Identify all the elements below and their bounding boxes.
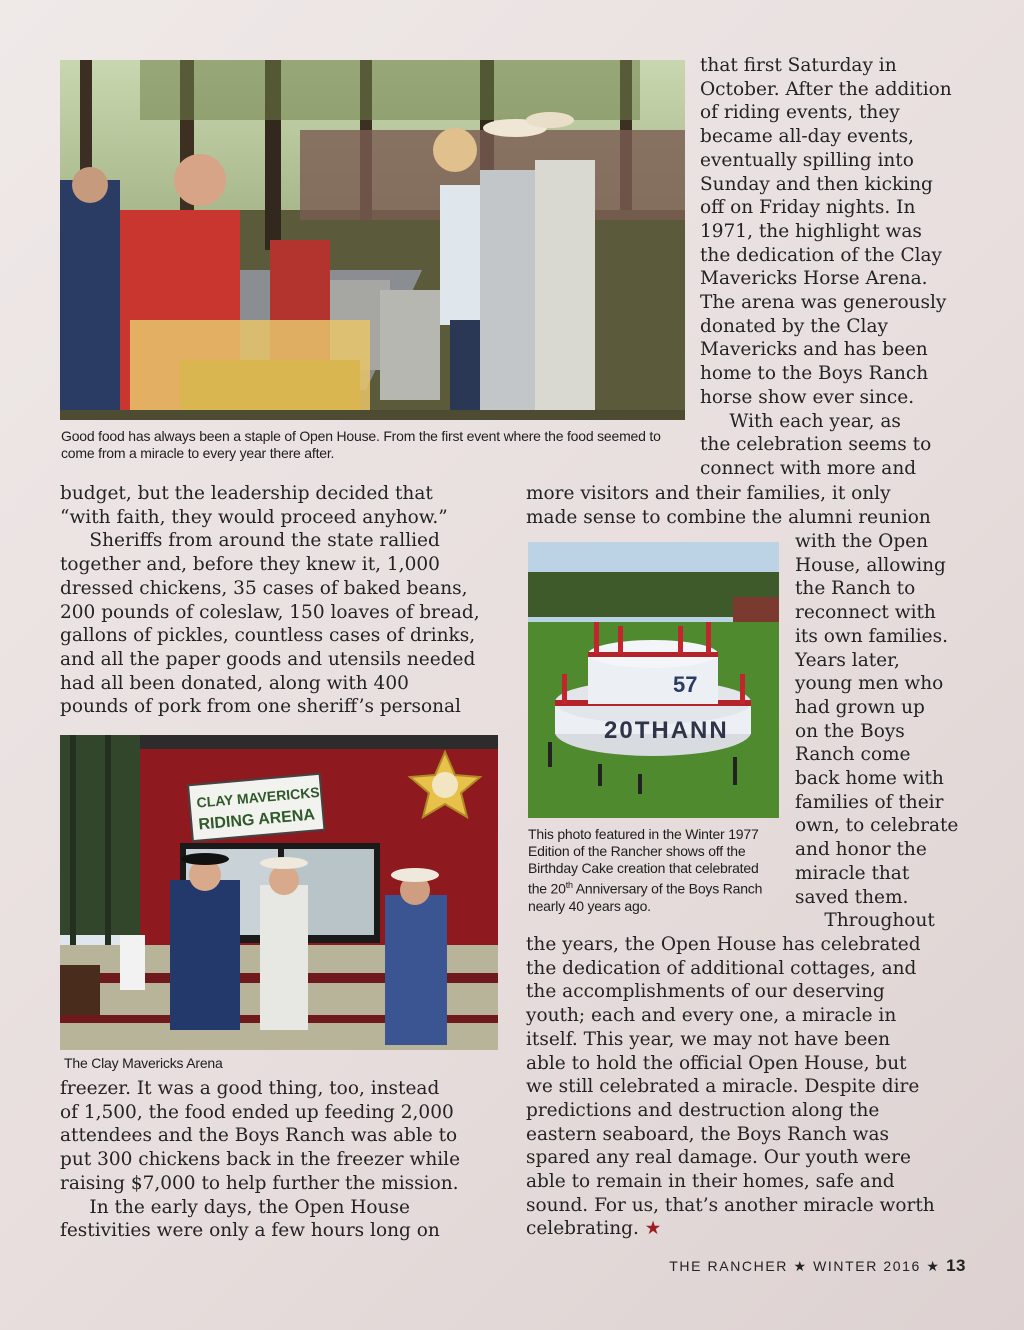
food-line-caption [61,428,661,462]
text-line: sound. For us, that’s another miracle worth [526,1194,935,1216]
text-line: pounds of pork from one sheriff’s personal [60,696,461,718]
text-line: budget, but the leadership decided that [60,483,433,504]
cake-top-text: 57 [673,672,698,697]
text-line: Throughout [795,910,935,932]
text-line: freezer. It was a good thing, too, instead [60,1078,440,1099]
caption-line: This photo featured in the Winter 1977 [528,826,759,842]
article-column-right-wrap [795,530,958,933]
birthday-cake-illustration [528,542,779,818]
caption-line: Good food has always been a staple of Open House. From the first event where the food seemed to [61,428,661,444]
text-line: itself. This year, we may not have been [526,1028,891,1050]
article-column-right-bottom [526,933,935,1241]
text-line: Years later, [795,649,900,671]
arena-caption: The Clay Mavericks Arena [64,1055,223,1071]
text-line: “with faith, they would proceed anyhow.” [60,506,448,528]
text-line: gallons of pickles, countless cases of drinks, [60,625,476,647]
text-line: and honor the [795,839,927,861]
text-line: and all the paper goods and utensils needed [60,648,476,670]
text-line: eventually spilling into [700,149,914,171]
text-line: Ranch come [795,744,911,766]
text-line: home to the Boys Ranch [700,363,929,385]
arena-illustration [60,735,498,1050]
article-column-left-middle [60,482,480,719]
text-line: youth; each and every one, a miracle in [526,1005,897,1027]
text-line: own, to celebrate [795,815,959,837]
end-mark-star-icon: ★ [644,1218,662,1240]
text-line: festivities were only a few hours long on [60,1220,440,1242]
text-line: saved them. [795,886,909,908]
article-column-left-bottom [60,1077,460,1243]
arena-sign-line1: CLAY MAVERICKS [195,783,321,811]
text-line: its own families. [795,625,948,647]
caption-line: nearly 40 years ago. [528,897,651,914]
text-line: the dedication of the Clay [700,244,942,266]
text-line: able to remain in their homes, safe and [526,1171,895,1193]
text-line: reconnect with [795,602,936,624]
article-column-right-top [700,54,952,481]
text-line: more visitors and their families, it only [526,483,891,504]
text-line: with the Open [795,531,929,552]
caption-line: the 20 [528,880,566,897]
text-line: the dedication of additional cottages, and [526,957,917,979]
caption-line: come from a miracle to every year there after. [61,445,335,461]
text-line: October. After the addition [700,78,952,100]
text-line: back home with [795,768,944,790]
text-line: had grown up [795,696,925,718]
text-line: eastern seaboard, the Boys Ranch was [526,1123,889,1145]
text-line: put 300 chickens back in the freezer while [60,1149,461,1171]
page-footer [669,1256,966,1276]
text-line: the accomplishments of our deserving [526,981,885,1003]
photo-birthday-cake [528,542,779,818]
text-line: miracle that [795,862,910,884]
text-line: of 1,500, the food ended up feeding 2,000 [60,1101,454,1123]
text-line: Sheriffs from around the state rallied [60,530,440,552]
caption-superscript: th [565,880,573,890]
photo-arena [60,735,498,1050]
footer-publication: THE RANCHER ★ WINTER 2016 ★ [669,1258,947,1274]
text-line: became all-day events, [700,126,914,148]
arena-sign-line2: RIDING ARENA [197,806,316,834]
caption-line: Edition of the Rancher shows off the [528,843,746,859]
food-line-illustration [60,60,685,420]
text-line: dressed chickens, 35 cases of baked beans, [60,577,468,599]
text-line: donated by the Clay [700,315,888,337]
text-line: young men who [795,673,944,695]
article-column-right-middle [526,482,931,529]
text-line: House, allowing [795,554,946,576]
text-line: 1971, the highlight was [700,220,922,242]
birthday-cake-caption [528,826,762,915]
text-line: families of their [795,791,944,813]
text-line: In the early days, the Open House [60,1196,410,1218]
text-line: Sunday and then kicking [700,173,933,195]
photo-food-line [60,60,685,420]
caption-line: Birthday Cake creation that celebrated [528,860,759,876]
text-line: 200 pounds of coleslaw, 150 loaves of bread, [60,601,480,623]
text-line: able to hold the official Open House, but [526,1052,907,1074]
text-line: Mavericks and has been [700,339,928,361]
text-line: raising $7,000 to help further the mission. [60,1172,459,1194]
text-line: had all been donated, along with 400 [60,672,409,694]
text-line: horse show ever since. [700,386,915,408]
text-line: on the Boys [795,720,905,742]
text-line: off on Friday nights. In [700,197,916,219]
text-line: predictions and destruction along the [526,1099,880,1121]
text-line: celebrating. [526,1218,639,1240]
text-line: With each year, as [700,410,901,432]
text-line: we still celebrated a miracle. Despite dire [526,1076,920,1098]
text-line: the years, the Open House has celebrated [526,934,921,955]
text-line: Mavericks Horse Arena. [700,268,928,290]
text-line: the Ranch to [795,578,916,600]
text-line: spared any real damage. Our youth were [526,1147,911,1169]
text-line: of riding events, they [700,102,900,124]
text-line: connect with more and [700,457,917,479]
text-line: made sense to combine the alumni reunion [526,506,931,528]
page-number: 13 [946,1256,966,1275]
text-line: attendees and the Boys Ranch was able to [60,1125,458,1147]
text-line: the celebration seems to [700,434,932,456]
text-line: The arena was generously [700,292,947,314]
text-line: that first Saturday in [700,55,897,76]
caption-line: Anniversary of the Boys Ranch [572,880,763,897]
text-line: together and, before they knew it, 1,000 [60,554,440,576]
cake-bottom-text: 20THANN [604,717,729,744]
